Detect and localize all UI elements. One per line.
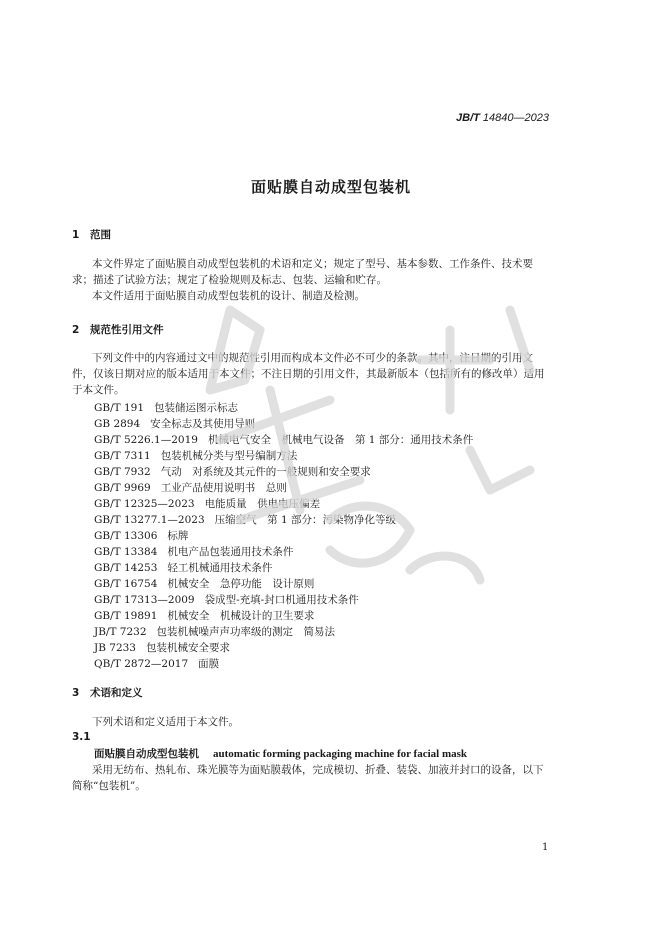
section-1-heading (72, 227, 111, 242)
section-1-number: 1 (72, 229, 80, 241)
reference-item: JB 7233 包装机械安全要求 (94, 642, 230, 654)
section-1-title: 范围 (90, 229, 111, 241)
reference-item: GB/T 12325—2023 电能质量 供电电压偏差 (94, 498, 321, 510)
reference-item: GB/T 13277.1—2023 压缩空气 第 1 部分：污染物净化等级 (94, 514, 396, 526)
section-3-number: 3 (72, 687, 80, 699)
standard-number: 14840—2023 (479, 112, 549, 124)
reference-item: GB/T 5226.1—2019 机械电气安全 机械电气设备 第 1 部分：通用技术条件 (94, 434, 474, 446)
term-number: 3.1 (72, 731, 91, 743)
reference-item: GB/T 191 包装储运图示标志 (94, 402, 239, 414)
reference-item: JB/T 7232 包装机械噪声声功率级的测定 简易法 (94, 626, 336, 638)
term-chinese: 面贴膜自动成型包装机 (94, 748, 199, 760)
section-3-intro: 下列术语和定义适用于本文件。 (92, 716, 239, 728)
reference-item: GB/T 13306 标牌 (94, 530, 189, 542)
term-english: automatic forming packaging machine for facial mask (213, 748, 468, 760)
section-2-title: 规范性引用文件 (90, 324, 164, 336)
section-3-title: 术语和定义 (90, 687, 143, 699)
section-1-paragraph-2: 本文件适用于面贴膜自动成型包装机的设计、制造及检测。 (92, 290, 365, 302)
reference-item: GB/T 7932 气动 对系统及其元件的一般规则和安全要求 (94, 466, 371, 478)
document-title: 面贴膜自动成型包装机 (250, 178, 411, 196)
reference-item: GB 2894 安全标志及其使用导则 (94, 418, 256, 430)
reference-item: GB/T 17313—2009 袋成型-充填-封口机通用技术条件 (94, 594, 359, 606)
reference-item: GB/T 16754 机械安全 急停功能 设计原则 (94, 578, 315, 590)
reference-item: GB/T 13384 机电产品包装通用技术条件 (94, 546, 294, 558)
section-2-heading (72, 322, 164, 337)
standard-prefix: JB/T (456, 112, 480, 124)
standard-code (456, 112, 549, 124)
reference-item: QB/T 2872—2017 面膜 (94, 658, 220, 670)
reference-item: GB/T 7311 包装机械分类与型号编制方法 (94, 450, 298, 462)
section-2-number: 2 (72, 324, 80, 336)
term-entry (94, 746, 467, 761)
section-3-heading (72, 685, 143, 700)
page-number: 1 (542, 842, 549, 853)
reference-item: GB/T 9969 工业产品使用说明书 总则 (94, 482, 287, 494)
section-1-paragraph-1: 本文件界定了面贴膜自动成型包装机的术语和定义；规定了型号、基本参数、工作条件、技术要求；描述了试验方法；规定了检验规则及标志、包装、运输和贮存。 (72, 258, 533, 286)
reference-item: GB/T 14253 轻工机械通用技术条件 (94, 562, 273, 574)
term-definition: 采用无纺布、热轧布、珠光膜等为面贴膜载体，完成模切、折叠、装袋、加液并封口的设备，以下简称“包装机”。 (72, 764, 544, 792)
reference-item: GB/T 19891 机械安全 机械设计的卫生要求 (94, 610, 315, 622)
section-2-intro: 下列文件中的内容通过文中的规范性引用而构成本文件必不可少的条款。其中，注日期的引用文件，仅该日期对应的版本适用于本文件；不注日期的引用文件，其最新版本（包括所有的修改单）适用于本文件。 (72, 352, 545, 396)
